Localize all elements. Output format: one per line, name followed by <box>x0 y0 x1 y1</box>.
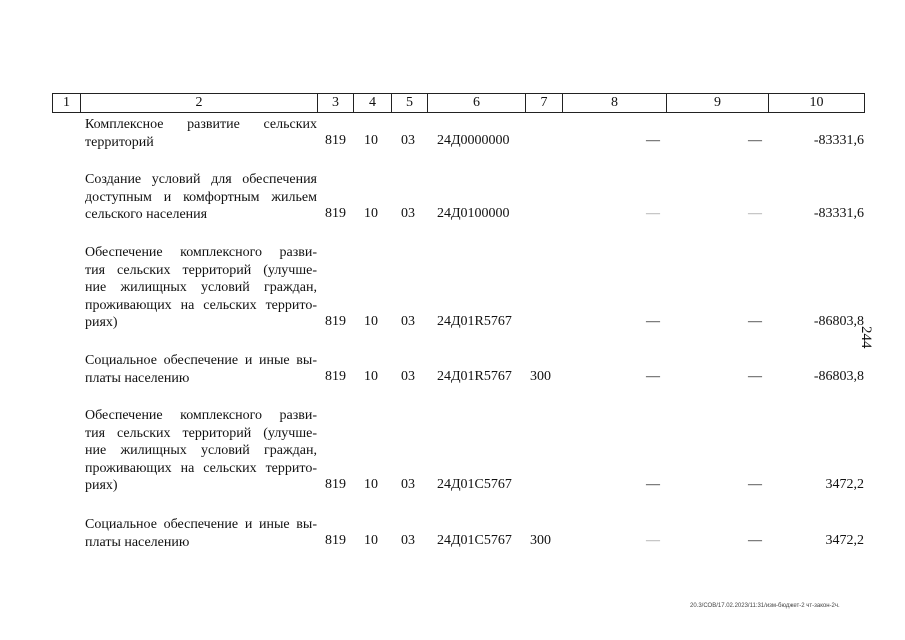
cell-col-8: — <box>646 533 660 548</box>
cell-col-9: — <box>748 369 762 384</box>
description-line: доступным и комфортным жильем <box>85 189 317 205</box>
header-row <box>53 94 865 113</box>
cell-col-5: 03 <box>401 206 415 221</box>
cell-col-10: -83331,6 <box>813 133 864 148</box>
cell-col-7: 300 <box>530 533 551 548</box>
header-col-9: 9 <box>667 94 769 113</box>
header-col-5: 5 <box>392 94 428 113</box>
cell-col-4: 10 <box>364 133 378 148</box>
description-line: Обеспечение комплексного разви- <box>85 408 317 423</box>
cell-col-6: 24Д01R5767 <box>437 314 512 329</box>
cell-col-3: 819 <box>325 133 346 148</box>
cell-col-9: — <box>748 206 762 221</box>
description-line: территорий <box>85 134 154 150</box>
cell-col-5: 03 <box>401 314 415 329</box>
cell-col-3: 819 <box>325 206 346 221</box>
description-line: платы населению <box>85 534 190 550</box>
column-header-table <box>52 93 865 113</box>
header-col-3: 3 <box>318 94 354 113</box>
cell-col-7: 300 <box>530 369 551 384</box>
cell-col-6: 24Д0000000 <box>437 133 510 148</box>
description-line: ние жилищных условий граждан, <box>85 280 317 295</box>
cell-col-6: 24Д01С5767 <box>437 477 512 492</box>
row-description <box>85 516 317 551</box>
document-footer: 20.3/СОВ/17.02.2023/11:31/изм-бюджет-2 чт-закон-2ч. <box>690 603 840 609</box>
cell-col-6: 24Д01R5767 <box>437 369 512 384</box>
cell-col-10: -86803,8 <box>813 314 864 329</box>
cell-col-4: 10 <box>364 369 378 384</box>
description-line: проживающих на сельских террито- <box>85 297 317 313</box>
description-line: Социальное обеспечение и иные вы- <box>85 353 317 368</box>
cell-col-3: 819 <box>325 477 346 492</box>
cell-col-10: -86803,8 <box>813 369 864 384</box>
description-line: платы населению <box>85 370 190 386</box>
header-col-6: 6 <box>428 94 526 113</box>
cell-col-8: — <box>646 314 660 329</box>
cell-col-9: — <box>748 477 762 492</box>
cell-col-5: 03 <box>401 133 415 148</box>
cell-col-8: — <box>646 369 660 384</box>
cell-col-6: 24Д0100000 <box>437 206 510 221</box>
header-col-7: 7 <box>526 94 563 113</box>
cell-col-9: — <box>748 314 762 329</box>
description-line: ние жилищных условий граждан, <box>85 443 317 458</box>
header-col-1: 1 <box>53 94 81 113</box>
cell-col-3: 819 <box>325 533 346 548</box>
description-line: Создание условий для обеспечения <box>85 172 317 187</box>
page-number: 244 <box>858 326 874 349</box>
header-col-4: 4 <box>354 94 392 113</box>
description-line: Социальное обеспечение и иные вы- <box>85 517 317 532</box>
cell-col-5: 03 <box>401 533 415 548</box>
row-description <box>85 244 317 332</box>
cell-col-10: 3472,2 <box>825 477 864 492</box>
cell-col-8: — <box>646 133 660 148</box>
description-line: тия сельских территорий (улучше- <box>85 262 317 278</box>
cell-col-4: 10 <box>364 206 378 221</box>
cell-col-3: 819 <box>325 314 346 329</box>
cell-col-10: 3472,2 <box>825 533 864 548</box>
cell-col-8: — <box>646 477 660 492</box>
row-description <box>85 407 317 495</box>
description-line: сельского населения <box>85 207 208 222</box>
header-col-2: 2 <box>81 94 318 113</box>
description-line: тия сельских территорий (улучше- <box>85 425 317 441</box>
header-col-8: 8 <box>563 94 667 113</box>
cell-col-5: 03 <box>401 369 415 384</box>
cell-col-9: — <box>748 533 762 548</box>
description-line: Комплексное развитие сельских <box>85 117 317 132</box>
description-line: риях) <box>85 315 118 330</box>
header-col-10: 10 <box>769 94 865 113</box>
row-description <box>85 171 317 224</box>
row-description <box>85 352 317 387</box>
cell-col-8: — <box>646 206 660 221</box>
cell-col-4: 10 <box>364 533 378 548</box>
cell-col-4: 10 <box>364 477 378 492</box>
cell-col-6: 24Д01С5767 <box>437 533 512 548</box>
row-description <box>85 116 317 151</box>
cell-col-9: — <box>748 133 762 148</box>
cell-col-3: 819 <box>325 369 346 384</box>
description-line: проживающих на сельских террито- <box>85 460 317 476</box>
cell-col-5: 03 <box>401 477 415 492</box>
cell-col-10: -83331,6 <box>813 206 864 221</box>
description-line: Обеспечение комплексного разви- <box>85 245 317 260</box>
description-line: риях) <box>85 478 118 493</box>
cell-col-4: 10 <box>364 314 378 329</box>
